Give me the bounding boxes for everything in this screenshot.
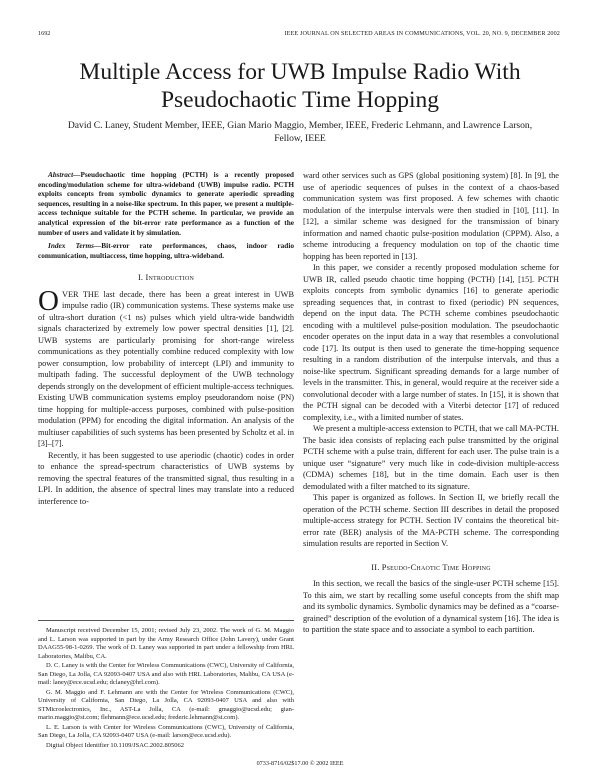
abstract-text: Pseudochaotic time hopping (PCTH) is a recently proposed encoding/modulation scheme for ultra-wideband (UWB) impulse radio. PCTH exploits concepts from symbolic dynamics to generate aperiodic spreading sequences, resulting in a noise-like spectrum. In this paper, we present a multiple-access technique suitable for the PCTH scheme. In particular, we provide an analytical expression of the bit-error rate performance as a function of the number of users and validate it by simulation. [38,170,294,237]
intro-paragraph-1-text: VER THE last decade, there has been a great interest in UWB impulse radio (IR) communication systems. These systems make use of ultra-short duration (<1 ns) pulses which yield ultra-wide bandwidth signals characterized by extremely low power spectral densities [1], [2]. UWB systems are particularly promising for short-range wireless communications as they potentially combine reduced complexity with low power consumption, low probability of intercept (LPI) and immunity to multipath fading. The successful deployment of the UWB technology depends strongly on the development of efficient multiple-access techniques. Existing UWB communication systems employ pseudorandom noise (PN) time hopping for multiple-access purposes, combined with pulse-position modulation (PPM) for encoding the digital information. An analysis of the multiuser capabilities of such systems has been presented by Scholtz et al. in [3]–[7]. [38,289,294,449]
footnote-maggio-lehmann: G. M. Maggio and F. Lehmann are with the Center for Wireless Communications (CWC), University of California, San Diego, La Jolla, CA 92093-0407 USA and also with STMicroelectronics, Inc., AST-La Jolla, CA (e-mail: gmaggio@ucsd.edu; gian-mario.maggio@st.com; flehmann@ece.ucsd.edu; frederic.lehmann@st.com). [38,688,294,721]
footnotes [38,620,294,751]
copyright-footer: 0733-8716/02$17.00 © 2002 IEEE [256,760,344,767]
footnote-larson: L. E. Larson is with Center for Wireless Communications (CWC), University of California, San Diego, La Jolla, CA 92093-0407 USA (e-mail: larson@ece.ucsd.edu). [38,723,294,739]
abstract-lead: Abstract— [48,170,81,179]
right-paragraph-3: We present a multiple-access extension to PCTH, that we call MA-PCTH. The basic idea consists of replacing each pulse transmitted by the original PCTH scheme with a pulse train, different for each user. The pulse train is a unique user “signature” very much like in code-division multiple-access (CDMA) schemes [18], but in the time domain. Each user is then demodulated with a filter matched to its signature. [303,424,559,491]
abstract [38,170,294,237]
intro-paragraph-1 [38,284,294,450]
author-list: David C. Laney, Student Member, IEEE, Gian Mario Maggio, Member, IEEE, Frederic Lehmann, and Lawrence Larson, Fellow, IEEE [67,120,533,144]
right-paragraph-2: In this paper, we consider a recently proposed modulation scheme for UWB IR, called pseudo chaotic time hopping (PCTH) [14], [15]. PCTH exploits concepts from symbolic dynamics [16] to generate aperiodic spreading sequences that, in contrast to fixed (periodic) PN sequences, depend on the input data. The PCTH scheme combines pseudochaotic encoding with a multilevel pulse-position modulation. The pseudochaotic encoder operates on the input data in a way that resembles a convolutional code [17]. Its output is then used to generate the time-hopping sequence resulting in a random distribution of the interpulse intervals, and thus a noise-like spectrum. Significant spreading demands for a large number of levels in the transmitter. This, in general, would require at the receiver side a convolutional decoder with a large number of states. In [15], it is shown that the PCTH signal can be decoded with a Viterbi detector [17] of reduced complexity, i.e., with a limited number of states. [303,263,559,422]
right-column [303,170,559,636]
right-paragraph-4: This paper is organized as follows. In Section II, we briefly recall the operation of the PCTH scheme. Section III describes in detail the proposed multiple-access strategy for PCTH. Section IV contains the theoretical bit-error rate (BER) analysis of the MA-PCTH scheme. The corresponding simulation results are reported in Section V. [303,493,559,548]
index-terms [38,241,294,260]
section-heading-pcth: II. Pseudo-Chaotic Time Hopping [371,562,491,572]
journal-header: IEEE JOURNAL ON SELECTED AREAS IN COMMUNICATIONS, VOL. 20, NO. 9, DECEMBER 2002 [284,30,560,37]
page-number: 1692 [38,30,51,37]
right-paragraph-1: ward other services such as GPS (global positioning system) [8]. In [9], the use of aperiodic sequences of pulses in the context of a chaos-based communication system was first proposed. A few schemes with chaotic modulation of the interpulse intervals were then studied in [10], [11]. In [12], a similar scheme was designed for the transmission of binary information and named chaotic pulse-position modulation (CPPM). Also, a scheme introducing a frequency modulation on top of the chaotic time hopping has been reported in [13]. [303,171,559,261]
left-column [38,170,294,507]
intro-paragraph-2: Recently, it has been suggested to use aperiodic (chaotic) codes in order to enhance the spread-spectrum characteristics of UWB systems by removing the spectral features of the transmitted signal, thus resulting in a LPI. In addition, the absence of spectral lines may translate into a reduced interference to- [38,450,294,506]
footnote-laney: D. C. Laney is with the Center for Wireless Communications (CWC), University of California, San Diego, La Jolla, CA 92093-0407 USA and also with HRL Laboratories, Malibu, CA USA (e-mail: laney@ece.ucsd.edu; dclaney@hrl.com). [38,662,294,686]
index-terms-text: Bit-error rate performances, chaos, indoor radio communication, multiaccess, time hopping, ultra-wideband. [38,241,295,260]
index-terms-lead: Index Terms— [48,241,102,251]
paper-title: Multiple Access for UWB Impulse Radio With Pseudochaotic Time Hopping [79,59,521,113]
footnote-doi: Digital Object Identifier 10.1109/JSAC.2002.805062 [46,741,185,749]
section-heading-introduction: I. Introduction [137,273,195,283]
footnote-manuscript: Manuscript received December 15, 2001; revised July 23, 2002. The work of G. M. Maggio and L. Larson was supported in part by the Army Research Office (John Lavery), under Grant DAAG55-98-1-0269. The work of D. Laney was supported in part under a fellowship from HRL Laboratories, Malibu, CA. [38,627,294,660]
drop-cap: O [38,284,59,317]
section2-paragraph-1: In this section, we recall the basics of the single-user PCTH scheme [15]. To this aim, we start by recalling some useful concepts from the shift map and its symbolic dynamics. Symbolic dynamics may be defined as a “coarse-grained” description of the evolution of a dynamical system [16]. The idea is to partition the state space and to associate a symbol to each partition. [303,579,559,634]
